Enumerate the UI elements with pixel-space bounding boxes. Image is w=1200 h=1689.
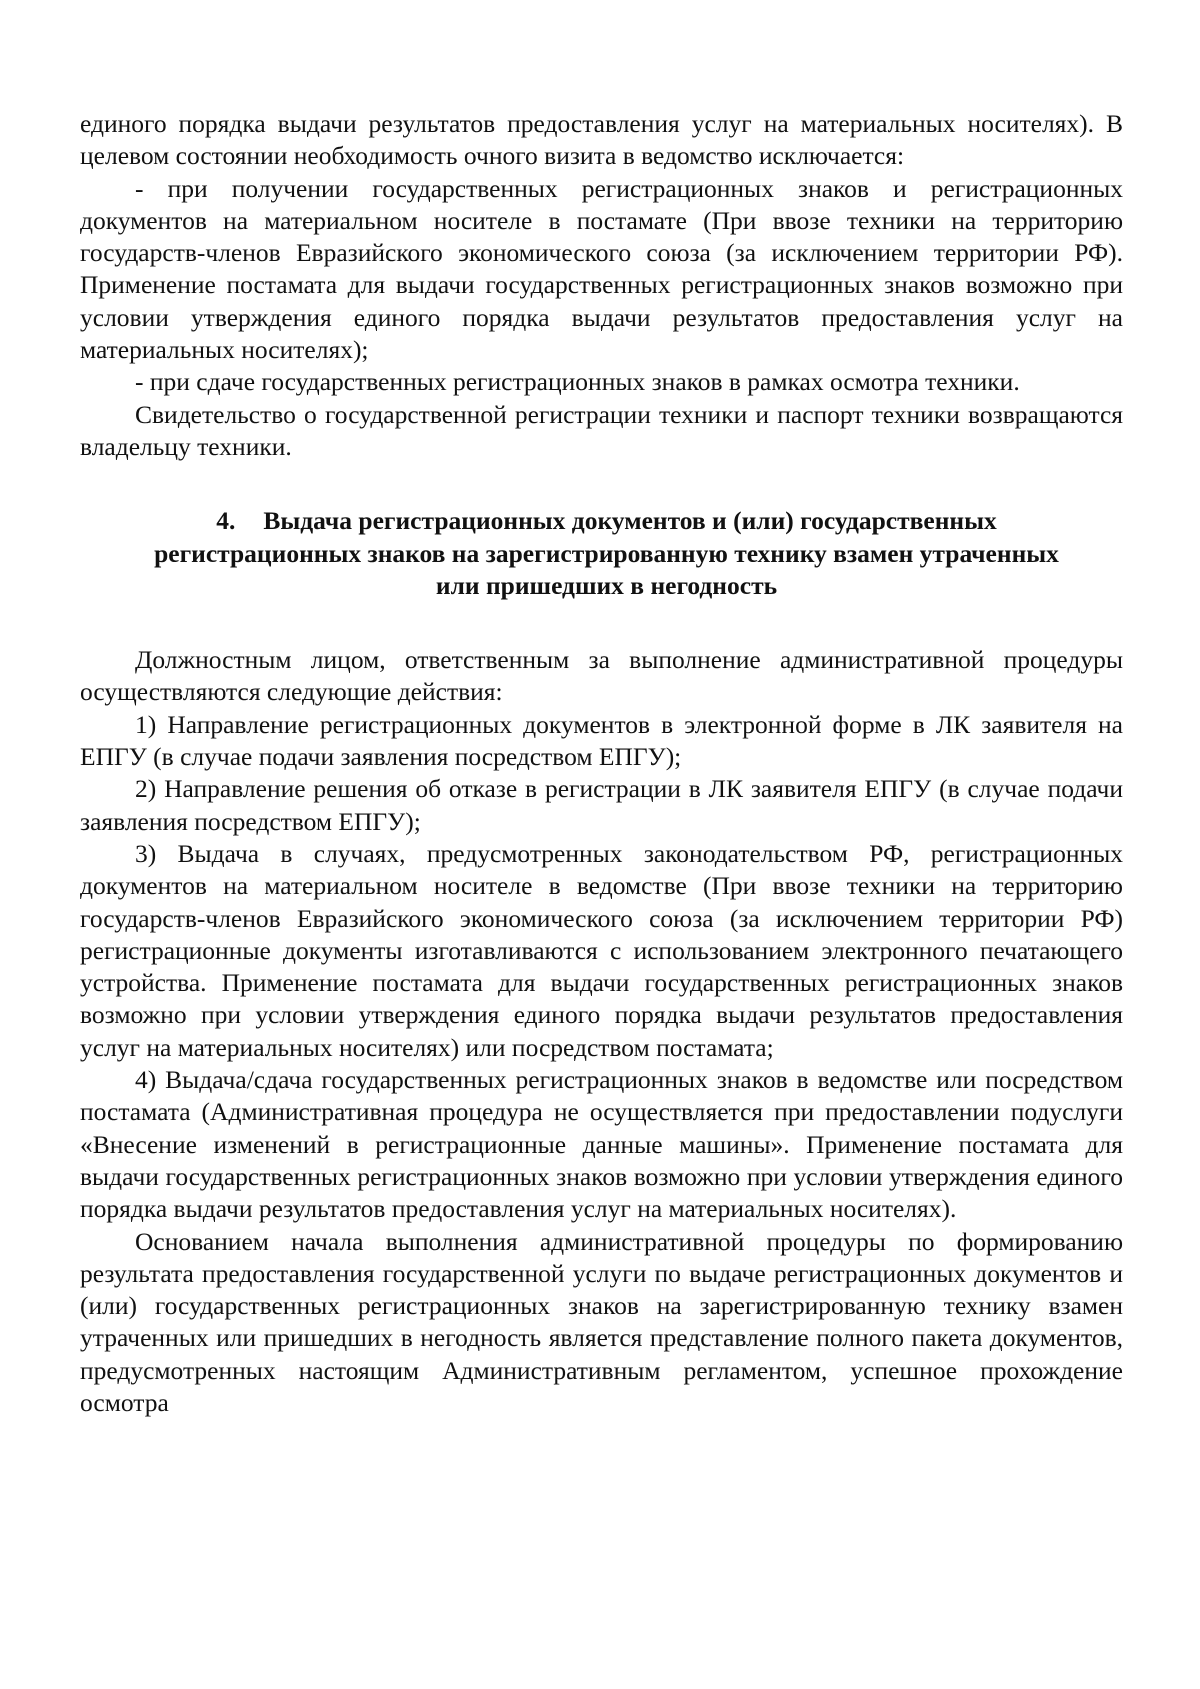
section-heading (80, 505, 1123, 602)
paragraph-actions-intro: Должностным лицом, ответственным за выполнение административной процедуры осуществляются следующие действия: (80, 645, 1123, 707)
paragraph-continuation: единого порядка выдачи результатов предоставления услуг на материальных носителях). В целевом состоянии необходимость очного визита в ведомство исключается: (80, 109, 1123, 171)
paragraph-bullet-plates-handover: - при сдаче государственных регистрационных знаков в рамках осмотра техники. (135, 367, 1020, 397)
paragraph-basis: Основанием начала выполнения административной процедуры по формированию результата предоставления государственной услуги по выдаче регистрационных документов и (или) государственных регистрационных знаков на зарегистрированную технику взамен утраченных или пришедших в негодность является представление полного пакета документов, предусмотренных настоящим Административным регламентом, успешное прохождение осмотра (80, 1226, 1123, 1417)
list-item-3: 3) Выдача в случаях, предусмотренных законодательством РФ, регистрационных документов на материальном носителе в ведомстве (При ввозе техники на территорию государств-членов Евразийского экономического союза (за исключением территории РФ) регистрационные документы изготавливаются с использованием электронного печатающего устройства. Применение постамата для выдачи государственных регистрационных знаков возможно при условии утверждения единого порядка выдачи результатов предоставления услуг на материальных носителях) или посредством постамата; (80, 838, 1123, 1062)
paragraph-bullet-postamat-receipt: - при получении государственных регистрационных знаков и регистрационных документов на материальном носителе в постамате (При ввозе техники на территорию государств-членов Евразийского экономического союза (за исключением территории РФ). Применение постамата для выдачи государственных регистрационных знаков возможно при условии утверждения единого порядка выдачи результатов предоставления услуг на материальных носителях); (80, 173, 1123, 365)
list-item-2: 2) Направление решения об отказе в регистрации в ЛК заявителя ЕПГУ (в случае подачи заявления посредством ЕПГУ); (80, 774, 1123, 836)
section-title: Выдача регистрационных документов и (или) государственных регистрационных знаков на зарегистрированную технику взамен утраченных или пришедших в негодность (154, 506, 1059, 600)
section-number: 4. (216, 506, 236, 536)
paragraph-certificate-return: Свидетельство о государственной регистрации техники и паспорт техники возвращаются владельцу техники. (80, 399, 1123, 461)
list-item-4: 4) Выдача/сдача государственных регистрационных знаков в ведомстве или посредством постамата (Административная процедура не осуществляется при предоставлении подуслуги «Внесение изменений в регистрационные данные машины». Применение постамата для выдачи государственных регистрационных знаков возможно при условии утверждения единого порядка выдачи результатов предоставления услуг на материальных носителях). (80, 1065, 1123, 1224)
list-item-1: 1) Направление регистрационных документов в электронной форме в ЛК заявителя на ЕПГУ (в случае подачи заявления посредством ЕПГУ); (80, 709, 1123, 772)
document-page (80, 108, 1123, 1419)
